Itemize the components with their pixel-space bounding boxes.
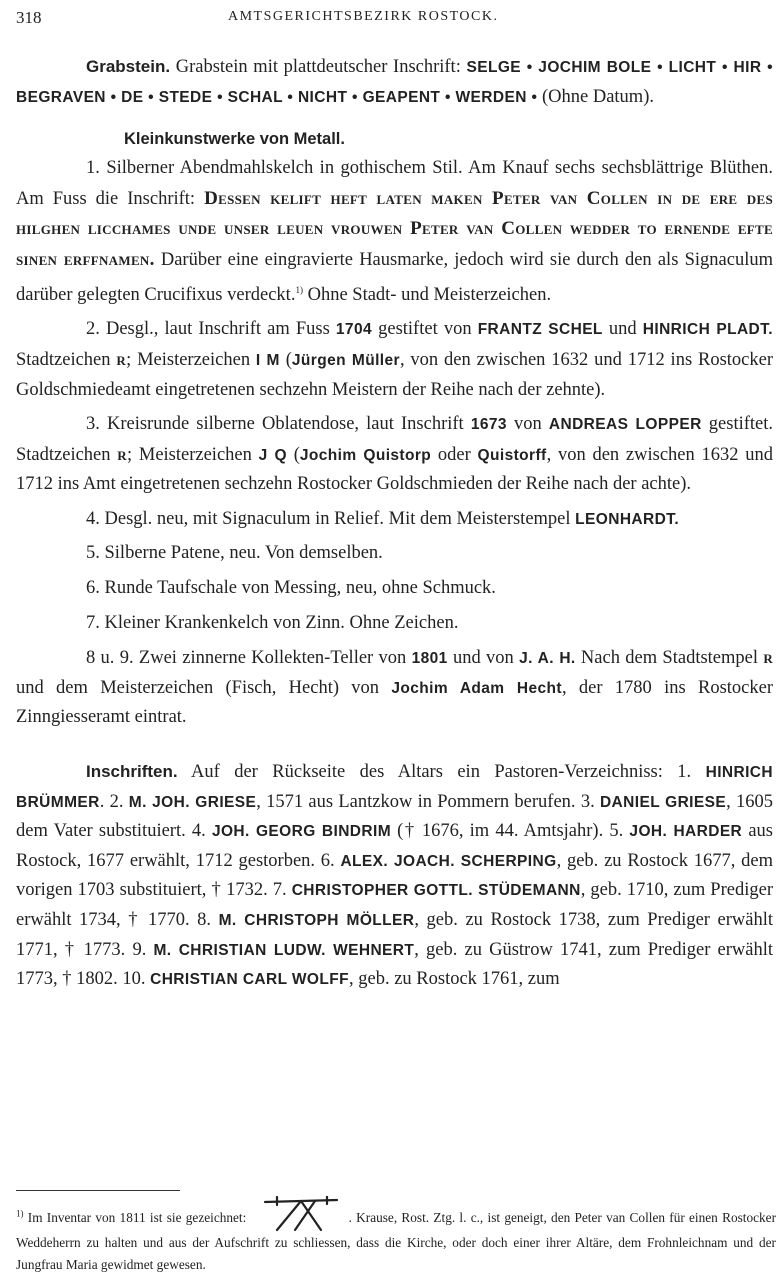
stadtzeichen-glyph: r	[116, 348, 127, 370]
running-head: AMTSGERICHTSBEZIRK ROSTOCK.	[228, 9, 499, 24]
item-2: 2. Desgl., laut Inschrift am Fuss 1704 gestiftet von FRANTZ SCHEL und HINRICH PLADT. Stadtzeichen r; Meisterzeichen I M (Jürgen Müller, von den zwischen 1632 und 1712 ins Rostocker Goldschmiedeamt eingetretenen sechzehn Meistern der Reihe nach der zehnte).	[16, 319, 774, 400]
item-8-9: 8 u. 9. Zwei zinnerne Kollekten-Teller von 1801 und von J. A. H. Nach dem Stadtstempel r und dem Meisterzeichen (Fisch, Hecht) von Jochim Adam Hecht, der 1780 ins Rostocker Zinngiesseramt eintrat.	[16, 647, 774, 728]
item-4: 4. Desgl. neu, mit Signaculum in Relief. Mit dem Meisterstempel LEONHARDT.	[86, 508, 680, 529]
stadtzeichen-glyph: r	[117, 443, 127, 465]
footnote: $^{1)}$ Im Inventar von 1811 ist sie gezeichnet: . Krause, Rost. Ztg. l. c., ist geneigt, den Peter van Collen für einen Rostocker Weddeherrn zu halten und aus der Aufschrift zu schliessen, dass die Kirche, oder doch einer ihrer Altäre, dem Frohnleichnam und der Jungfrau Maria gewidmet gewesen.	[16, 1196, 776, 1276]
gothic-inscription: Dessen kelift heft laten maken Peter van Collen in de ere des hilghen licchames unde unser leuen vrouwen Peter van Collen wedder to ernende efte sinen erffnamen.	[16, 187, 773, 270]
footnote-rule	[16, 1190, 180, 1191]
item-1: 1. Silberner Abendmahlskelch in gothischem Stil. Am Knauf sechs sechsblättrige Blüthen. Am Fuss die Inschrift: Dessen kelift heft laten maken Peter van Collen in de ere des hilghen licchames unde unser leuen vrouwen Peter van Collen wedder to ernende efte sinen erffnamen. Darüber eine eingravierte Hausmarke, jedoch wird sie durch den als Signaculum darüber gelegten Crucifixus verdeckt.$^{1)}$ Ohne Stadt- und Meisterzeichen.	[16, 158, 773, 305]
grabstein-paragraph: Grabstein. Grabstein mit plattdeutscher Inschrift: SELGE • JOCHIM BOLE • LICHT • HIR • BEGRAVEN • DE • STEDE • SCHAL • NICHT • GEAPENT • WERDEN • (Ohne Datum).	[16, 57, 773, 107]
house-mark-icon	[255, 1196, 345, 1232]
page-header	[16, 0, 773, 34]
page	[16, 0, 773, 995]
inschriften-heading: Inschriften.	[86, 762, 178, 782]
footnote-number: 1)	[16, 1208, 24, 1219]
inschriften-paragraph: Inschriften. Auf der Rückseite des Altars ein Pastoren-Verzeichniss: 1. HINRICH BRÜMMER. 2. M. JOH. GRIESE, 1571 aus Lantzkow in Pommern berufen. 3. DANIEL GRIESE, 1605 dem Vater substituiert. 4. JOH. GEORG BINDRIM († 1676, im 44. Amtsjahr). 5. JOH. HARDER aus Rostock, 1677 erwählt, 1712 gestorben. 6. ALEX. JOACH. SCHERPING, geb. zu Rostock 1677, dem vorigen 1703 substituiert, † 1732. 7. CHRISTOPHER GOTTL. STÜDEMANN, geb. 1710, zum Prediger erwählt 1734, † 1770. 8. M. CHRISTOPH MÖLLER, geb. zu Rostock 1738, zum Prediger erwählt 1771, † 1773. 9. M. CHRISTIAN LUDW. WEHNERT, geb. zu Güstrow 1741, zum Prediger erwählt 1773, † 1802. 10. CHRISTIAN CARL WOLFF, geb. zu Rostock 1761, zum	[16, 762, 774, 990]
page-number: 318	[16, 8, 42, 27]
grabstein-heading: Grabstein.	[86, 57, 171, 76]
grabstein-inscription: SELGE • JOCHIM BOLE • LICHT • HIR • BEGRAVEN • DE • STEDE • SCHAL • NICHT • GEAPENT • WERDEN •	[16, 59, 773, 106]
stadtzeichen-glyph: r	[763, 647, 774, 669]
section-heading-kleinkunstwerke: Kleinkunstwerke von Metall.	[124, 130, 345, 149]
item-7: 7. Kleiner Krankenkelch von Zinn. Ohne Zeichen.	[86, 612, 459, 633]
item-3: 3. Kreisrunde silberne Oblatendose, laut Inschrift 1673 von ANDREAS LOPPER gestiftet. Stadtzeichen r; Meisterzeichen J Q (Jochim Quistorp oder Quistorff, von den zwischen 1632 und 1712 ins Amt eingetretenen sechzehn Rostocker Goldschmieden der Reihe nach der achte).	[16, 414, 774, 495]
item-5: 5. Silberne Patene, neu. Von demselben.	[86, 543, 383, 564]
footnote-ref[interactable]: 1)	[295, 284, 303, 295]
item-6: 6. Runde Taufschale von Messing, neu, ohne Schmuck.	[86, 578, 496, 599]
